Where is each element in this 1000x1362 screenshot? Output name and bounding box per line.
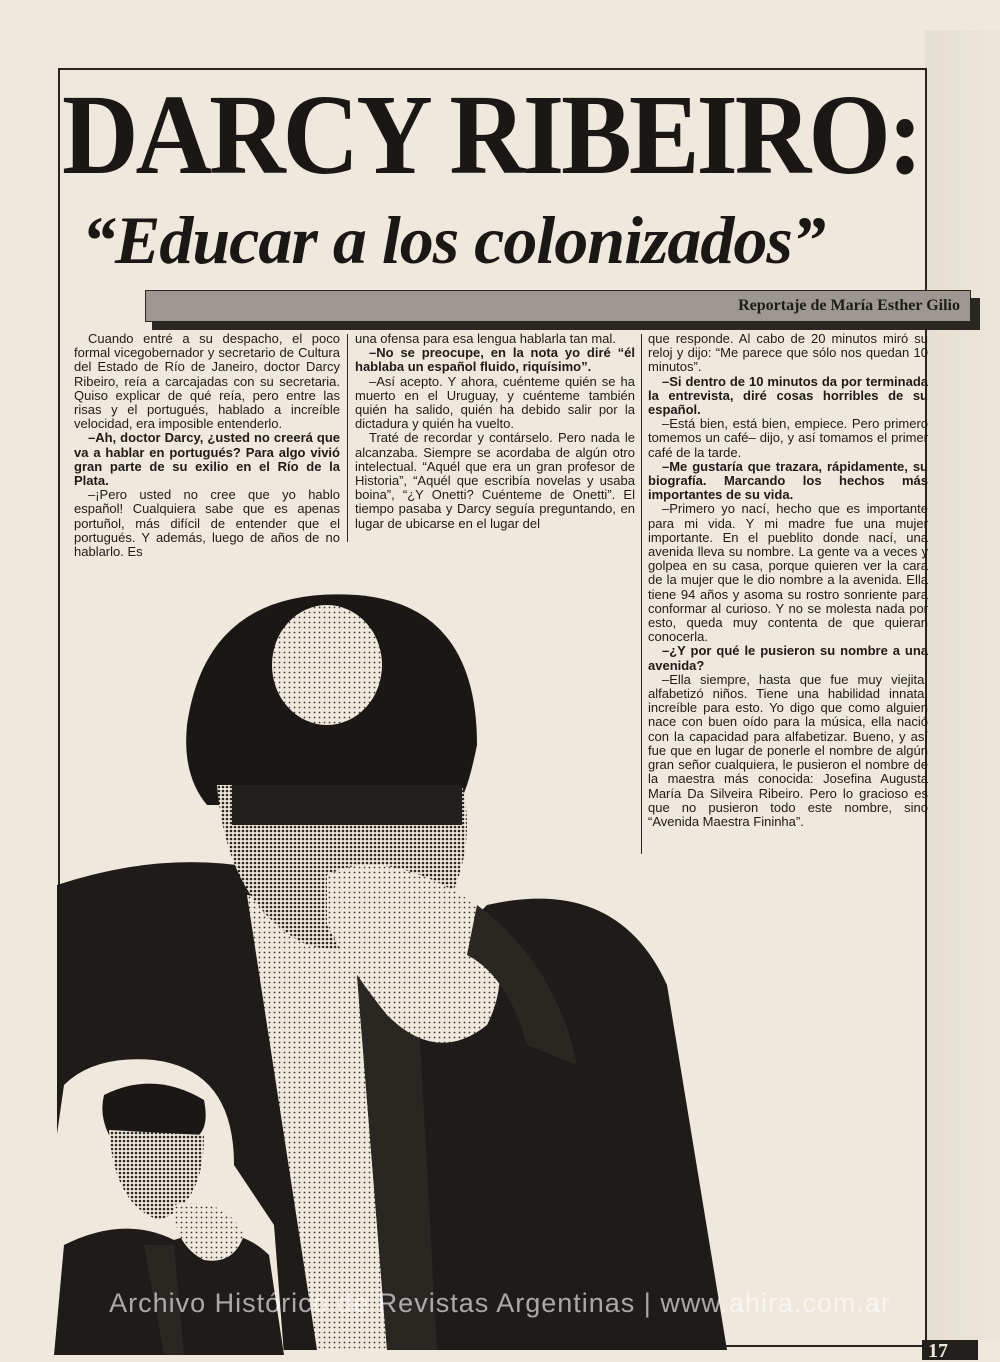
subheadline: “Educar a los colonizados” (82, 202, 825, 278)
article-paragraph: –Está bien, está bien, empiece. Pero primero tomemos un café– dijo, y así tomamos el primer café de la tarde. (648, 416, 928, 460)
adjacent-page-margin (925, 30, 1000, 1340)
article-column-2 (355, 332, 635, 531)
article-paragraph: Cuando entré a su despacho, el poco formal vicegobernador y secretario de Cultura del Estado de Río de Janeiro, doctor Darcy Ribeiro, reía a carcajadas con su secretaria. Quiso explicar de qué reía, pero entre las risas y el portugués, hablado a increíble velocidad, era imposible entenderlo. (74, 331, 340, 432)
article-paragraph: que responde. Al cabo de 20 minutos miró su reloj y dijo: “Me parece que sólo nos quedan 10 minutos”. (648, 331, 928, 375)
article-paragraph: –Así acepto. Y ahora, cuénteme quién se ha muerto en el Uruguay, y cuénteme también quién ha salido, quién ha debido salir por la dictadura y quién ha vuelto. (355, 373, 635, 432)
article-paragraph: –¡Pero usted no cree que yo hablo español! Cualquiera sabe que es apenas portuñol, más difícil de entender que el portugués. Y además, luego de años de no hablarlo. Es (74, 487, 340, 560)
column-divider (347, 334, 348, 542)
page-number: 17 (922, 1340, 978, 1360)
article-paragraph: una ofensa para esa lengua hablarla tan mal. (355, 331, 616, 346)
interview-question: –Ah, doctor Darcy, ¿usted no creerá que va a hablar en portugués? Para algo vivió gran parte de su exilio en el Río de la Plata. (74, 430, 340, 489)
article-paragraph: –Ella siempre, hasta que fue muy viejita, alfabetizó niños. Tiene una habilidad innata, increíble para esto. Yo digo que como alguien nace con buen oído para la música, ella nació con la capacidad para alfabetizar. Bueno, y así fue que en lugar de ponerle el nombre de algún gran señor cualquiera, le pusieron el nombre de la maestra más conocida: Josefina Augusta María Da Silveira Ribeiro. Pero lo gracioso es que no pusieron todo este nombre, sino “Avenida Maestra Fininha”. (648, 671, 928, 829)
archive-watermark: Archivo Histórico de Revistas Argentinas | www.ahira.com.ar (109, 1288, 891, 1318)
interview-question: –Si dentro de 10 minutos da por terminada la entrevista, diré cosas horribles de su español. (648, 373, 928, 418)
interview-question: –No se preocupe, en la nota yo diré “él hablaba un español fluido, riquísimo”. (355, 345, 635, 375)
article-column-1 (74, 332, 340, 559)
headline: DARCY RIBEIRO: (62, 71, 921, 199)
byline-text: Reportaje de María Esther Gilio (738, 297, 960, 314)
byline-bar (145, 290, 971, 322)
article-paragraph: Traté de recordar y contárselo. Pero nada le alcanzaba. Siempre se acordaba de algún otro intelectual. “Aquél que era un gran profesor de Historia”, “Aquél que escribía novelas y usaba boina”, “¿Y Onetti? Cuénteme de Onetti”. El tiempo pasaba y Darcy seguía preguntando, en lugar de ubicarse en el lugar del (355, 430, 635, 531)
article-paragraph: –Primero yo nací, hecho que es importante para mi vida. Y mi madre fue una mujer importante. En el pueblito donde nací, una avenida lleva su nombre. La gente va a veces y golpea en su casa, porque quieren ver la cara de la mujer que le dio nombre a la avenida. Ella tiene 94 años y asoma su rostro sonriente para conformar al curioso. Y no se molesta nada por esto, queda muy contenta de que quieran conocerla. (648, 501, 928, 645)
interview-question: –¿Y por qué le pusieron su nombre a una avenida? (648, 643, 928, 673)
interview-question: –Me gustaría que trazara, rápidamente, su biografía. Marcando los hechos más importantes de su vida. (648, 458, 928, 503)
